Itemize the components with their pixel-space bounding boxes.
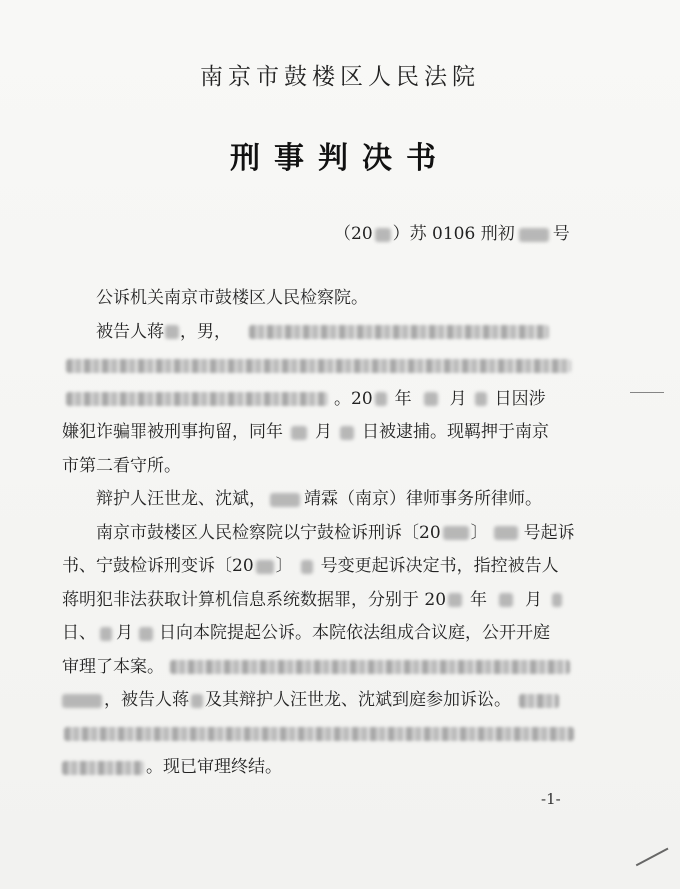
paragraph-defendant: [62, 316, 582, 350]
redaction: [375, 392, 387, 406]
redaction: [340, 426, 354, 440]
paragraph-detention: [62, 416, 582, 450]
redaction: [249, 325, 549, 339]
paragraph-closing: [62, 751, 582, 785]
page-number: -1-: [541, 790, 561, 808]
paragraph-defendant-cont: [62, 383, 582, 417]
defendant-text: ，男，: [180, 321, 231, 342]
redaction: [443, 526, 469, 540]
paragraph-procedure-cont: [62, 584, 582, 618]
procedure-text: 〕: [470, 522, 488, 543]
paragraph-attendance: [62, 684, 582, 718]
redaction: [64, 727, 574, 741]
counsel-text: 辩护人汪世龙、沈斌，: [96, 489, 266, 509]
defendant-text: 月: [449, 388, 467, 409]
procedure-text: 月: [525, 589, 543, 610]
procedure-text: 蒋明犯非法获取计算机信息系统数据罪，分别于 20: [62, 589, 447, 610]
redaction: [475, 392, 487, 406]
redaction: [170, 660, 570, 674]
paragraph-procedure-cont: [62, 651, 582, 685]
detention-text: 市第二看守所。: [62, 455, 181, 476]
redaction: [519, 228, 549, 242]
defendant-text: 被告人蒋: [96, 321, 164, 342]
court-name: 南京市鼓楼区人民法院: [200, 64, 480, 90]
redaction: [270, 493, 300, 507]
defendant-text: 年: [394, 388, 412, 409]
procedure-text: 号起诉: [523, 522, 575, 543]
procedure-text: 南京市鼓楼区人民检察院以宁鼓检诉刑诉〔20: [96, 522, 441, 543]
redacted-line: [62, 349, 582, 383]
redaction: [165, 325, 179, 339]
redaction: [66, 392, 328, 406]
judgment-body: [62, 282, 582, 785]
detention-text: 嫌犯诈骗罪被刑事拘留，同年: [62, 422, 283, 442]
defendant-text: 日因涉: [494, 388, 546, 409]
margin-mark: [630, 392, 664, 393]
case-number-prefix: （20: [334, 224, 373, 244]
counsel-text: 靖霖（南京）律师事务所律师。: [304, 489, 542, 509]
attendance-text: 及其辩护人汪世龙、沈斌到庭参加诉讼。: [205, 690, 511, 710]
paragraph-counsel: [62, 483, 582, 517]
redaction: [519, 694, 559, 708]
redaction: [499, 593, 513, 607]
detention-text: 日被逮捕。现羁押于南京: [362, 422, 549, 442]
procedure-text: 书、宁鼓检诉刑变诉〔20: [62, 556, 254, 576]
redaction: [291, 426, 307, 440]
document-title: 刑事判决书: [230, 141, 450, 176]
redaction: [62, 694, 102, 708]
redaction: [66, 359, 571, 373]
case-number-mid: ）苏 0106 刑初: [392, 224, 515, 244]
paragraph-prosecutor: [62, 282, 582, 316]
redacted-line: [62, 718, 582, 752]
paragraph-detention-cont: [62, 450, 582, 484]
defendant-text: 。20: [334, 388, 373, 409]
redaction: [424, 392, 438, 406]
redaction: [494, 526, 518, 540]
redaction: [448, 593, 462, 607]
redaction: [139, 627, 153, 641]
case-number: [334, 219, 570, 244]
redaction: [100, 627, 112, 641]
detention-text: 月: [315, 422, 332, 442]
paragraph-procedure-cont: [62, 617, 582, 651]
case-number-suffix: 号: [552, 224, 570, 244]
procedure-text: 号变更起诉决定书，指控被告人: [320, 556, 559, 576]
closing-text: 。现已审理终结。: [146, 757, 282, 777]
redaction: [375, 228, 391, 242]
procedure-text: 月: [116, 623, 133, 643]
procedure-text: 年: [470, 589, 488, 610]
prosecutor-text: 公诉机关南京市鼓楼区人民检察院。: [96, 288, 368, 308]
attendance-text: ，被告人蒋: [104, 690, 189, 710]
procedure-text: 审理了本案。: [62, 656, 164, 677]
redaction: [62, 761, 144, 775]
margin-mark: [636, 848, 668, 866]
paragraph-procedure: [62, 517, 582, 551]
redaction: [301, 560, 313, 574]
paragraph-procedure-cont: [62, 550, 582, 584]
procedure-text: 〕: [275, 556, 293, 576]
redaction: [256, 560, 274, 574]
procedure-text: 日、: [62, 623, 96, 643]
redaction: [552, 593, 562, 607]
procedure-text: 日向本院提起公诉。本院依法组成合议庭，公开开庭: [159, 623, 550, 643]
redaction: [191, 694, 203, 708]
